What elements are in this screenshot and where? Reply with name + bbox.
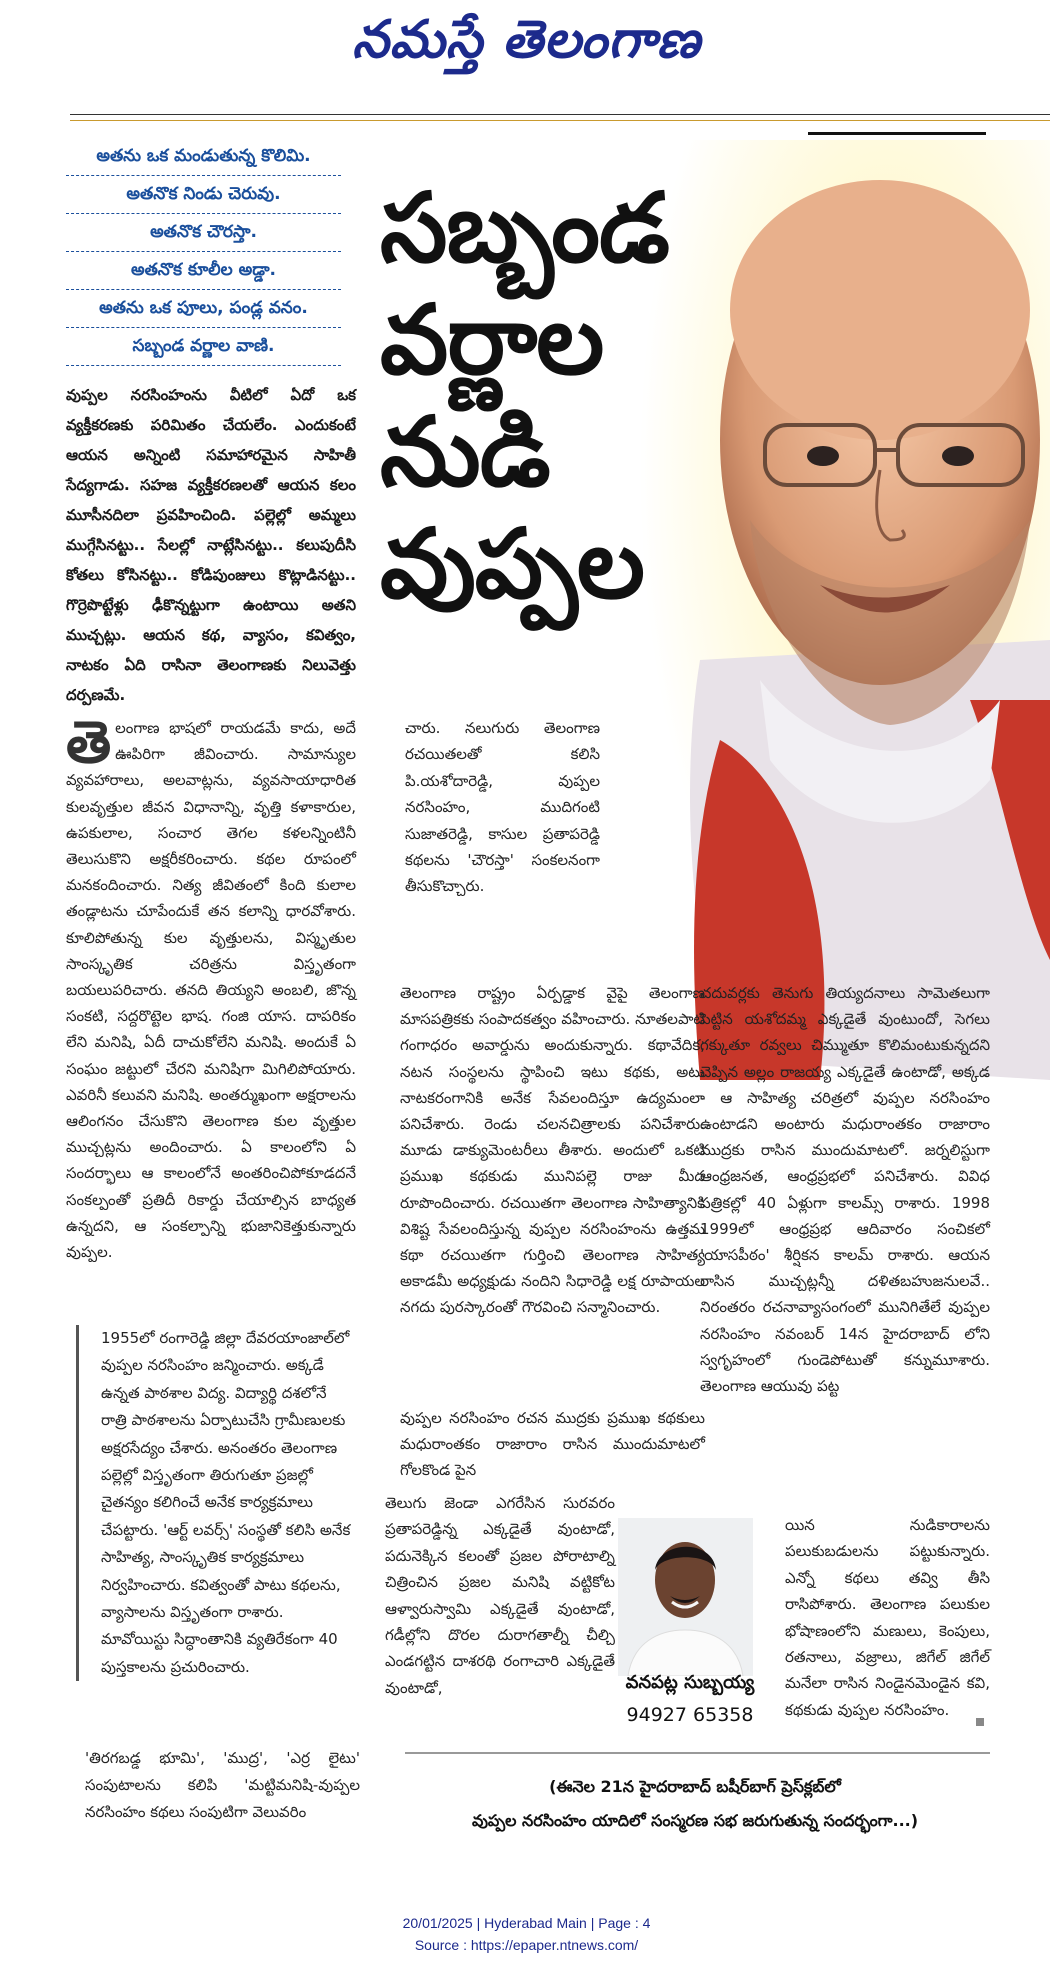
headline-line: నుడి (380, 396, 550, 508)
masthead (0, 0, 1053, 80)
newspaper-title: నమస్తే తెలంగాణ (352, 10, 701, 70)
event-note-line: వుప్పల నరసింహం యాదిలో సంస్మరణ సభ జరుగుతున్న సందర్భంగా...) (471, 1811, 919, 1830)
article-column-2: తెలంగాణ రాష్ట్రం ఏర్పడ్డాక వైపై తెలంగాణ మాసపత్రికకు సంపాదకత్వం వహించారు. నూతలపాటి గంగాధరం అవార్డును అందుకున్నారు. కథావేదిక, నటన సంస్థలను స్థాపించి ఇటు కథకు, అటు నాటకరంగానికి అనేక సేవలందిస్తూ ఉద్యమంలా పనిచేశారు. రెండు చలనచిత్రాలకు పనిచేశారు. మూడు డాక్యుమెంటరీలు తీశారు. అందులో ఒకటి ప్రముఖ కథకుడు మునిపల్లె రాజు మీద రూపొందించారు. రచయితగా తెలంగాణ సాహిత్యానికి విశిష్ట సేవలందిస్తున్న వుప్పల నరసింహంను ఉత్తమ కథా రచయితగా గుర్తించి తెలంగాణ సాహిత్య అకాడమీ అధ్యక్షుడు నందిని సిధారెడ్డి లక్ష రూపాయల నగదు పురస్కారంతో గౌరవించి సన్మానించారు. (400, 984, 705, 1317)
author-phone: 94927 65358 (626, 1704, 754, 1726)
intro-paragraph: వుప్పల నరసింహంను వీటిలో ఏదో ఒక వ్యక్తీకరణకు పరిమితం చేయలేం. ఎందుకంటే ఆయన అన్నింటి సమాహారమైన సాహితీ సేద్యగాడు. సహజ వ్యక్తీకరణలతో ఆయన కలం మూసీనదిలా ప్రవహించింది. పల్లెల్లో అమ్మలు ముగ్గేసినట్టు.. సేలల్లో నాట్లేసినట్టు.. కలుపుదీసి కోతలు కోసినట్టు.. కోడిపుంజులు కొట్లాడినట్టు.. గొర్రెపొట్టేళ్లు ఢీకొన్నట్టుగా ఉంటాయి అతని ముచ్చట్లు. ఆయన కథ, వ్యాసం, కవిత్వం, నాటకం ఏది రాసినా తెలంగాణకు నిలువెత్తు దర్పణమే. (66, 386, 356, 704)
article-column-1 (66, 708, 356, 1265)
article-column-2-continued: వుప్పల నరసింహం రచన ముద్రకు ప్రముఖ కథకులు మధురాంతకం రాజారాం రాసిన ముందుమాటలో గోలకొండ పైన (400, 1409, 705, 1480)
headline-line: సబ్బండ (380, 172, 669, 284)
article-text: లంగాణ భాషలో రాయడమే కాదు, అదే ఊపిరిగా జీవించారు. సామాన్యుల వ్యవహారాలు, అలవాట్లను, వ్యవసాయాధారిత కులవృత్తుల జీవన విధానాన్ని, వృత్తి కళాకారుల, ఉపకులాల, సంచార తెగల కళలన్నింటినీ తెలుసుకొని అక్షరీకరించారు. కథల రూపంలో మనకందించారు. నిత్య జీవితంలో కింది కులాల తండ్లాటను చూపేందుకే తన కలాన్ని ధారవోశారు. కూలిపోతున్న కుల వృత్తులను, విస్మృతుల సాంస్కృతిక చరిత్రను విస్తృతంగా బయలుపరిచారు. తనది తియ్యని అంబలి, జొన్న సంకటి, సద్దరొట్టెల భాష. గంజి యాస. దాపరికం లేని మనిషి, ఏదీ దాచుకోలేని మనిషి. అందుకే ఏ సంఘం జట్టులో చేరని మనిషిగా మిగిలిపోయారు. ఎవరినీ కలువని మనిషి. అంతర్ముఖంగా అక్షరాలను ఆలింగనం చేసుకొని తెలంగాణ కుల వృత్తుల ముచ్చట్లను అందించారు. ఏ కాలంలోని ఏ సందర్భాలు ఆ కాలంలోనే అంతరించిపోకూడదనే సంకల్పంతో ప్రతిదీ రికార్డు చేయాల్సిన బాధ్యత ఉన్నదని, ఆ సంకల్పాన్ని భుజానికెత్తుకున్నారు వుప్పల. (66, 719, 356, 1262)
pullquote-line: అతను ఒక పూలు, పండ్ల వనం. (66, 290, 341, 328)
article-column-3: చదువర్లకు తెనుగు తియ్యదనాలు సామెతలుగా పెట్టిన యశోదమ్మ ఎక్కడైతే వుంటుందో, సెగలు గక్కుతూ రవ్వలు చిమ్ముతూ కొలిమంటుకున్నదని చెప్పిన అల్లం రాజయ్య ఎక్కడైతే ఉంటాడో, అక్కడ - ఆ సాహిత్య చరిత్రలో వుప్పల నరసింహం ఉంటాడని అంటారు మధురాంతకం రాజారాం ముద్రకు రాసిన ముందుమాటలో. జర్నలిస్టుగా ఆంధ్రజనత, ఆంధ్రప్రభలో పనిచేశారు. వివిధ పత్రికల్లో 40 ఏళ్లుగా కాలమ్స్ రాశారు. 1998 1999లో ఆంధ్రప్రభ ఆదివారం సంచికలో 'యాసపీఠం' శీర్షికన కాలమ్ రాశారు. ఆయన రాసిన ముచ్చట్లన్నీ దళితబహుజనులవే.. నిరంతరం రచనావ్యాసంగంలో మునిగితేలే వుప్పల నరసింహం నవంబర్ 14న హైదరాబాద్ లోని స్వగృహంలో గుండెపోటుతో కన్నుమూశారు. తెలంగాణ ఆయువు పట్ట (700, 984, 990, 1396)
article-column-1-bottom: 'తిరగబడ్డ భూమి', 'ముద్ర', 'ఎర్ర లైటు' సంపుటాలను కలిపి 'మట్టిమనిషి-వుప్పల నరసింహం కథలు సంపుటిగా వెలువరిం (85, 1749, 360, 1821)
headline (380, 172, 740, 620)
page-info (0, 1912, 1053, 1956)
pullquote-line: అతనొక నిండు చెరువు. (66, 176, 341, 214)
pullquote-line: అతను ఒక మండుతున్న కొలిమి. (66, 138, 341, 176)
article-column-2-top: చారు. నలుగురు తెలంగాణ రచయితలతో కలిసి పి.యశోదారెడ్డి, వుప్పల నరసింహం, ముదిగంటి సుజాతరెడ్డి, కాసుల ప్రతాపరెడ్డి కథలను 'చౌరస్తా' సంకలనంగా తీసుకొచ్చారు. (405, 719, 600, 896)
masthead-rule (70, 114, 1050, 115)
pullquote-line: సబ్బండ వర్ణాల వాణి. (66, 328, 341, 366)
author-photo (618, 1518, 753, 1676)
pullquote-line: అతనొక చౌరస్తా. (66, 214, 341, 252)
page-info-source[interactable]: Source : https://epaper.ntnews.com/ (414, 1937, 639, 1953)
article-column-2-bottom: తెలుగు జెండా ఎగరేసిన సురవరం ప్రతాపరెడ్డిన్న ఎక్కడైతే వుంటాడో, పదునెక్కిన కలంతో ప్రజల పోరాటాల్ని చిత్రించిన ప్రజల మనిషి వట్టికోట ఆళ్వారుస్వామి ఎక్కడైతే వుంటాడో, గడీల్లోని దొరల దురాగతాల్నీ చీల్చి ఎండగట్టిన దాశరథి రంగాచారి ఎక్కడైతే వుంటాడో, (385, 1494, 615, 1697)
page-info-date: 20/01/2025 | Hyderabad Main | Page : 4 (402, 1915, 651, 1931)
event-note (395, 1770, 995, 1838)
headline-line: వర్ణాల (380, 284, 604, 396)
end-mark (976, 1718, 984, 1726)
pullquote (66, 138, 341, 366)
pullquote-line: అతనొక కూలీల అడ్డా. (66, 252, 341, 290)
article-column-3-bottom: యిన నుడికారాలను పలుకుబడులను పట్టుకున్నారు. ఎన్నో కథలు తవ్వి తీసి రాసిపోశారు. తెలంగాణ పలుకుల భోషాణంలోని మణులు, కెంపులు, రతనాలు, వజ్రాలు, జిగేల్ జిగేల్ మనేలా రాసిన నిండైనమెండైన కవి, కథకుడు వుప్పల నరసింహం. (785, 1516, 990, 1719)
author-name: వనపట్ల సుబ్బయ్య (625, 1672, 755, 1693)
biography-box: 1955లో రంగారెడ్డి జిల్లా దేవరయాంజాల్‌లో వుప్పల నరసింహం జన్మించారు. అక్కడే ఉన్నత పాఠశాల విద్య. విద్యార్థి దశలోనే రాత్రి పాఠశాలను ఏర్పాటుచేసి గ్రామీణులకు అక్షరసేద్యం చేశారు. అనంతరం తెలంగాణ పల్లెల్లో విస్తృతంగా తిరుగుతూ ప్రజల్లో చైతన్యం కలిగించే అనేక కార్యక్రమాలు చేపట్టారు. 'ఆర్ట్ లవర్స్' సంస్థతో కలిసి అనేక సాహిత్య, సాంస్కృతిక కార్యక్రమాలు నిర్వహించారు. కవిత్వంతో పాటు కథలను, వ్యాసాలను విస్తృతంగా రాశారు. మావోయిస్టు సిద్ధాంతానికి వ్యతిరేకంగా 40 పుస్తకాలను ప్రచురించారు. (76, 1325, 351, 1681)
masthead-rule-accent (70, 120, 1050, 121)
footer-rule (405, 1752, 990, 1754)
event-note-line: (ఈనెల 21న హైదరాబాద్ బషీర్‌బాగ్ ప్రెస్‌క్లబ్‌లో (549, 1777, 841, 1796)
drop-cap: తె (66, 708, 112, 776)
headline-line: వుప్పల (380, 508, 644, 620)
section-rule (808, 132, 986, 135)
